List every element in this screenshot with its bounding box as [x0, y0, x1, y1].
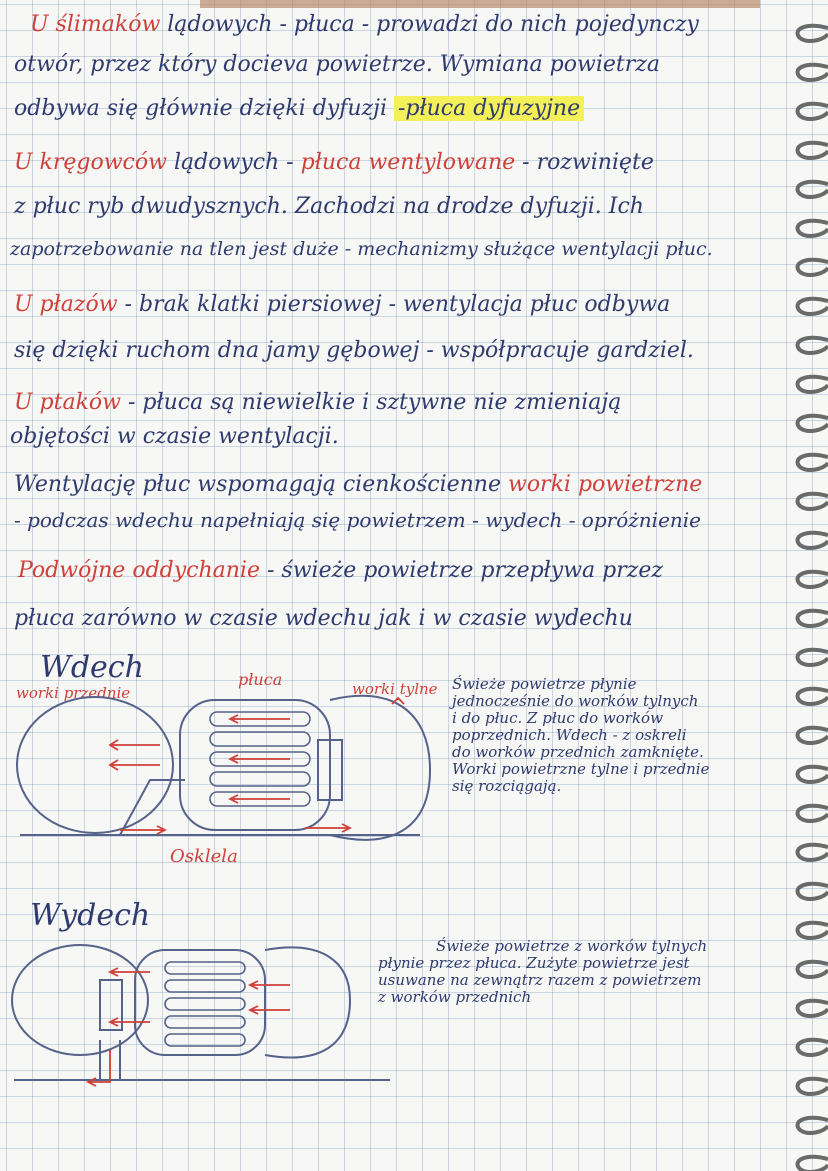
- birds-line-3: [14, 474, 702, 496]
- inhale-caption-line-2: jednocześnie do worków tylnych: [452, 692, 699, 710]
- vertebrates-line-3: zapotrzebowanie na tlen jest duże - mechanizmy służące wentylacji płuc.: [10, 238, 713, 260]
- binding-ring: [798, 923, 828, 938]
- snails-line-3: [14, 98, 584, 120]
- double-breathing-text-1: - świeże powietrze przepływa przez: [260, 558, 663, 583]
- exhale-arrow-4: [250, 1006, 290, 1014]
- binding-ring: [798, 1157, 828, 1171]
- binding-ring: [798, 104, 828, 119]
- double-breathing-line-1: [18, 560, 663, 582]
- snails-line-1: [30, 14, 699, 36]
- binding-ring: [798, 884, 828, 899]
- label-lungs: płuca: [238, 670, 283, 689]
- binding-ring: [798, 1001, 828, 1016]
- lung-tube-2: [210, 732, 310, 746]
- binding-ring: [798, 299, 828, 314]
- vertebrates-text-1b: - rozwinięte: [515, 150, 654, 175]
- binding-ring: [798, 65, 828, 80]
- binding-ring: [798, 650, 828, 665]
- label-rear-air-sacs: worki tylne: [352, 680, 438, 698]
- exhale-front-air-sac-shape: [12, 945, 148, 1055]
- exhale-caption-line-2: płynie przez płuca. Zużyte powietrze jest: [378, 954, 690, 972]
- exhale-caption-line-3: usuwane na zewnątrz razem z powietrzem: [378, 971, 702, 989]
- exhale-caption: [378, 938, 707, 1006]
- amphibians-text-1: - brak klatki piersiowej - wentylacja płuc odbywa: [117, 292, 671, 317]
- binding-ring: [798, 1040, 828, 1055]
- page-top-band: [200, 0, 760, 8]
- binding-ring: [798, 845, 828, 860]
- airflow-arrow-3: [230, 715, 290, 723]
- binding-ring: [798, 416, 828, 431]
- exhale-arrow-3: [250, 981, 290, 989]
- exhale-lung-tube-1: [165, 962, 245, 974]
- birds-line-1: [14, 392, 621, 414]
- exhale-lung-tube-3: [165, 998, 245, 1010]
- binding-ring: [798, 26, 828, 41]
- vertebrates-line-2: z płuc ryb dwudysznych. Zachodzi na drodze dyfuzji. Ich: [14, 194, 644, 219]
- label-front-air-sacs: worki przednie: [16, 684, 131, 702]
- inhale-caption-line-4: poprzednich. Wdech - z oskreli: [452, 726, 687, 744]
- airflow-arrow-2: [110, 760, 160, 770]
- inhale-caption-line-7: się rozciągają.: [452, 777, 562, 795]
- birds-heading: U ptaków: [14, 390, 121, 415]
- inhale-caption: [452, 676, 709, 795]
- binding-ring: [798, 1118, 828, 1133]
- vertebrates-heading: U kręgowców: [14, 150, 167, 175]
- ventilated-lungs-term: płuca wentylowane: [300, 150, 516, 175]
- amphibians-heading: U płazów: [14, 292, 118, 317]
- binding-ring: [798, 494, 828, 509]
- exhale-lung-tube-4: [165, 1016, 245, 1028]
- snails-text-3: odbywa się głównie dzięki dyfuzji: [14, 96, 394, 121]
- binding-ring: [798, 338, 828, 353]
- binding-ring: [798, 767, 828, 782]
- binding-ring: [798, 221, 828, 236]
- binding-ring: [798, 260, 828, 275]
- amphibians-line-1: [14, 294, 670, 316]
- snails-heading: U ślimaków: [30, 12, 161, 37]
- amphibians-line-2: się dzięki ruchom dna jamy gębowej - współpracuje gardziel.: [14, 338, 694, 363]
- inhale-caption-line-5: do worków przednich zamknięte.: [452, 743, 704, 761]
- exhale-rear-air-sac-shape: [265, 947, 350, 1057]
- birds-line-4: - podczas wdechu napełniają się powietrzem - wydech - opróżnienie: [14, 508, 702, 532]
- lung-tube-4: [210, 772, 310, 786]
- vertebrates-line-1: [14, 152, 654, 174]
- exhale-caption-line-4: z worków przednich: [378, 988, 532, 1006]
- exhale-title: Wydech: [30, 898, 151, 933]
- double-breathing-heading: Podwójne oddychanie: [18, 558, 260, 583]
- airflow-arrow-4: [230, 755, 290, 763]
- binding-ring: [798, 806, 828, 821]
- exhale-caption-line-1: Świeże powietrze z worków tylnych: [436, 937, 708, 955]
- inhale-caption-line-1: Świeże powietrze płynie: [452, 675, 637, 693]
- inhale-caption-line-3: i do płuc. Z płuc do worków: [452, 709, 663, 727]
- spiral-binding: [784, 0, 828, 1171]
- exhale-lung-tube-5: [165, 1034, 245, 1046]
- binding-ring: [798, 455, 828, 470]
- airflow-arrow-1: [110, 740, 160, 750]
- inhale-airflow-diagram: [0, 690, 440, 860]
- exhale-lung-tube-2: [165, 980, 245, 992]
- binding-ring: [798, 962, 828, 977]
- inhale-caption-line-6: Worki powietrzne tylne i przednie: [452, 760, 710, 778]
- birds-line-2: objętości w czasie wentylacji.: [10, 424, 339, 449]
- binding-ring: [798, 143, 828, 158]
- label-keel: Osklela: [170, 846, 238, 867]
- binding-ring: [798, 377, 828, 392]
- binding-ring: [798, 182, 828, 197]
- rear-air-sac-shape: [330, 696, 430, 840]
- birds-text-3: Wentylację płuc wspomagają cienkościenne: [14, 472, 508, 497]
- vertebrates-text-1a: lądowych -: [166, 150, 301, 175]
- birds-text-1: - płuca są niewielkie i sztywne nie zmieniają: [120, 390, 622, 415]
- binding-ring: [798, 572, 828, 587]
- exhale-airflow-diagram: [0, 940, 400, 1090]
- snails-line-2: otwór, przez który docieva powietrze. Wymiana powietrza: [14, 52, 660, 77]
- binding-ring: [798, 611, 828, 626]
- exhale-arrow-1: [110, 968, 150, 976]
- binding-ring: [798, 728, 828, 743]
- binding-ring: [798, 533, 828, 548]
- inhale-title: Wdech: [40, 650, 144, 685]
- binding-ring: [798, 1079, 828, 1094]
- binding-ring: [798, 689, 828, 704]
- airflow-arrow-5: [230, 795, 290, 803]
- double-breathing-line-2: płuca zarówno w czasie wdechu jak i w czasie wydechu: [14, 606, 633, 631]
- air-sacs-term: worki powietrzne: [507, 472, 703, 497]
- snails-text-1: lądowych - płuca - prowadzi do nich pojedynczy: [160, 12, 699, 37]
- diffusion-lungs-highlight: -płuca dyfuzyjne: [394, 96, 584, 121]
